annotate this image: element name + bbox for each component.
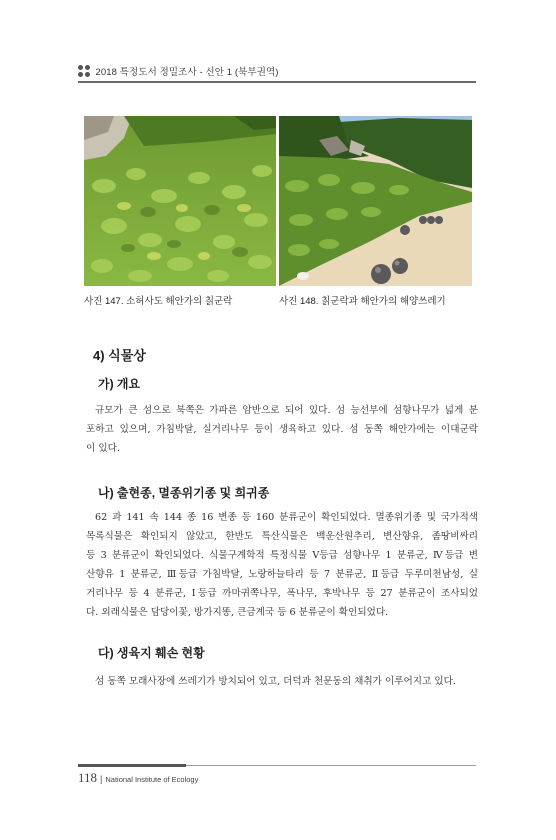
running-title: 2018 특정도서 정밀조사 - 신안 1 (북부권역) [95,67,279,78]
text-line: 이 있다. [86,443,120,454]
photo-caption: 사진 148. 칡군락과 해안가의 해양쓰레기 [279,296,446,307]
bullet-dots-icon [78,65,90,77]
running-header [78,62,476,80]
page-number: 118 [78,770,98,785]
beach-vegetation-photo-icon [84,116,276,286]
paragraph-overview [86,401,478,458]
subsection-heading: 다) 생육지 훼손 현황 [98,646,205,660]
text-line: 규모가 큰 섬으로 북쪽은 가파른 암반으로 되어 있다. 섬 능선부에 섬향나무가 넓게 분 [95,405,478,416]
text-line: 포하고 있으며, 가침박달, 실거리나무 등이 생육하고 있다. 섬 동쪽 해안가에는 이대군락 [86,424,478,435]
text-line: 산향유 1 분류군, Ⅲ등급 가침박달, 노랑하늘타리 등 7 분류군, Ⅱ등급 두루미천남성, 실 [86,569,478,580]
section-heading: 4) 식물상 [93,348,146,363]
subsection-heading: 가) 개요 [98,377,141,391]
footer-rule-accent [78,764,186,767]
text-line: 목록식물은 확인되지 않았고, 한반도 특산식물은 백운산원추리, 변산향유, 좀땅비싸리 [86,531,478,542]
paragraph-species [86,508,478,622]
text-line: 62 과 141 속 144 종 16 변종 등 160 분류군이 확인되었다. 멸종위기종 및 국가적색 [95,512,478,523]
subsection-heading: 나) 출현종, 멸종위기종 및 희귀종 [98,486,270,500]
header-rule [78,81,476,83]
paragraph-habitat-damage [86,672,478,691]
photo-caption: 사진 147. 소허사도 해안가의 칡군락 [84,296,233,307]
text-line: 등 3 분류군이 확인되었다. 식물구계학적 특정식물 V등급 섬향나무 1 분류군, Ⅳ등급 변 [86,550,478,561]
beach-debris-photo-icon [279,116,472,286]
text-line: 거리나무 등 4 분류군, Ⅰ등급 까마귀쪽나무, 폭나무, 후박나무 등 27 분류군이 조사되었 [86,588,478,599]
text-line: 섬 동쪽 모래사장에 쓰레기가 방치되어 있고, 더덕과 천문동의 채취가 이루어지고 있다. [95,676,456,687]
text-line: 다. 외래식물은 담당이꽃, 방가지똥, 큰금계국 등 6 분류군이 확인되었다. [86,607,389,618]
footer-separator: | [100,774,103,784]
institution-name: National Institute of Ecology [105,775,199,784]
photo-beach-debris [279,116,472,286]
page-footer [78,770,198,786]
photo-beach-vegetation [84,116,276,286]
